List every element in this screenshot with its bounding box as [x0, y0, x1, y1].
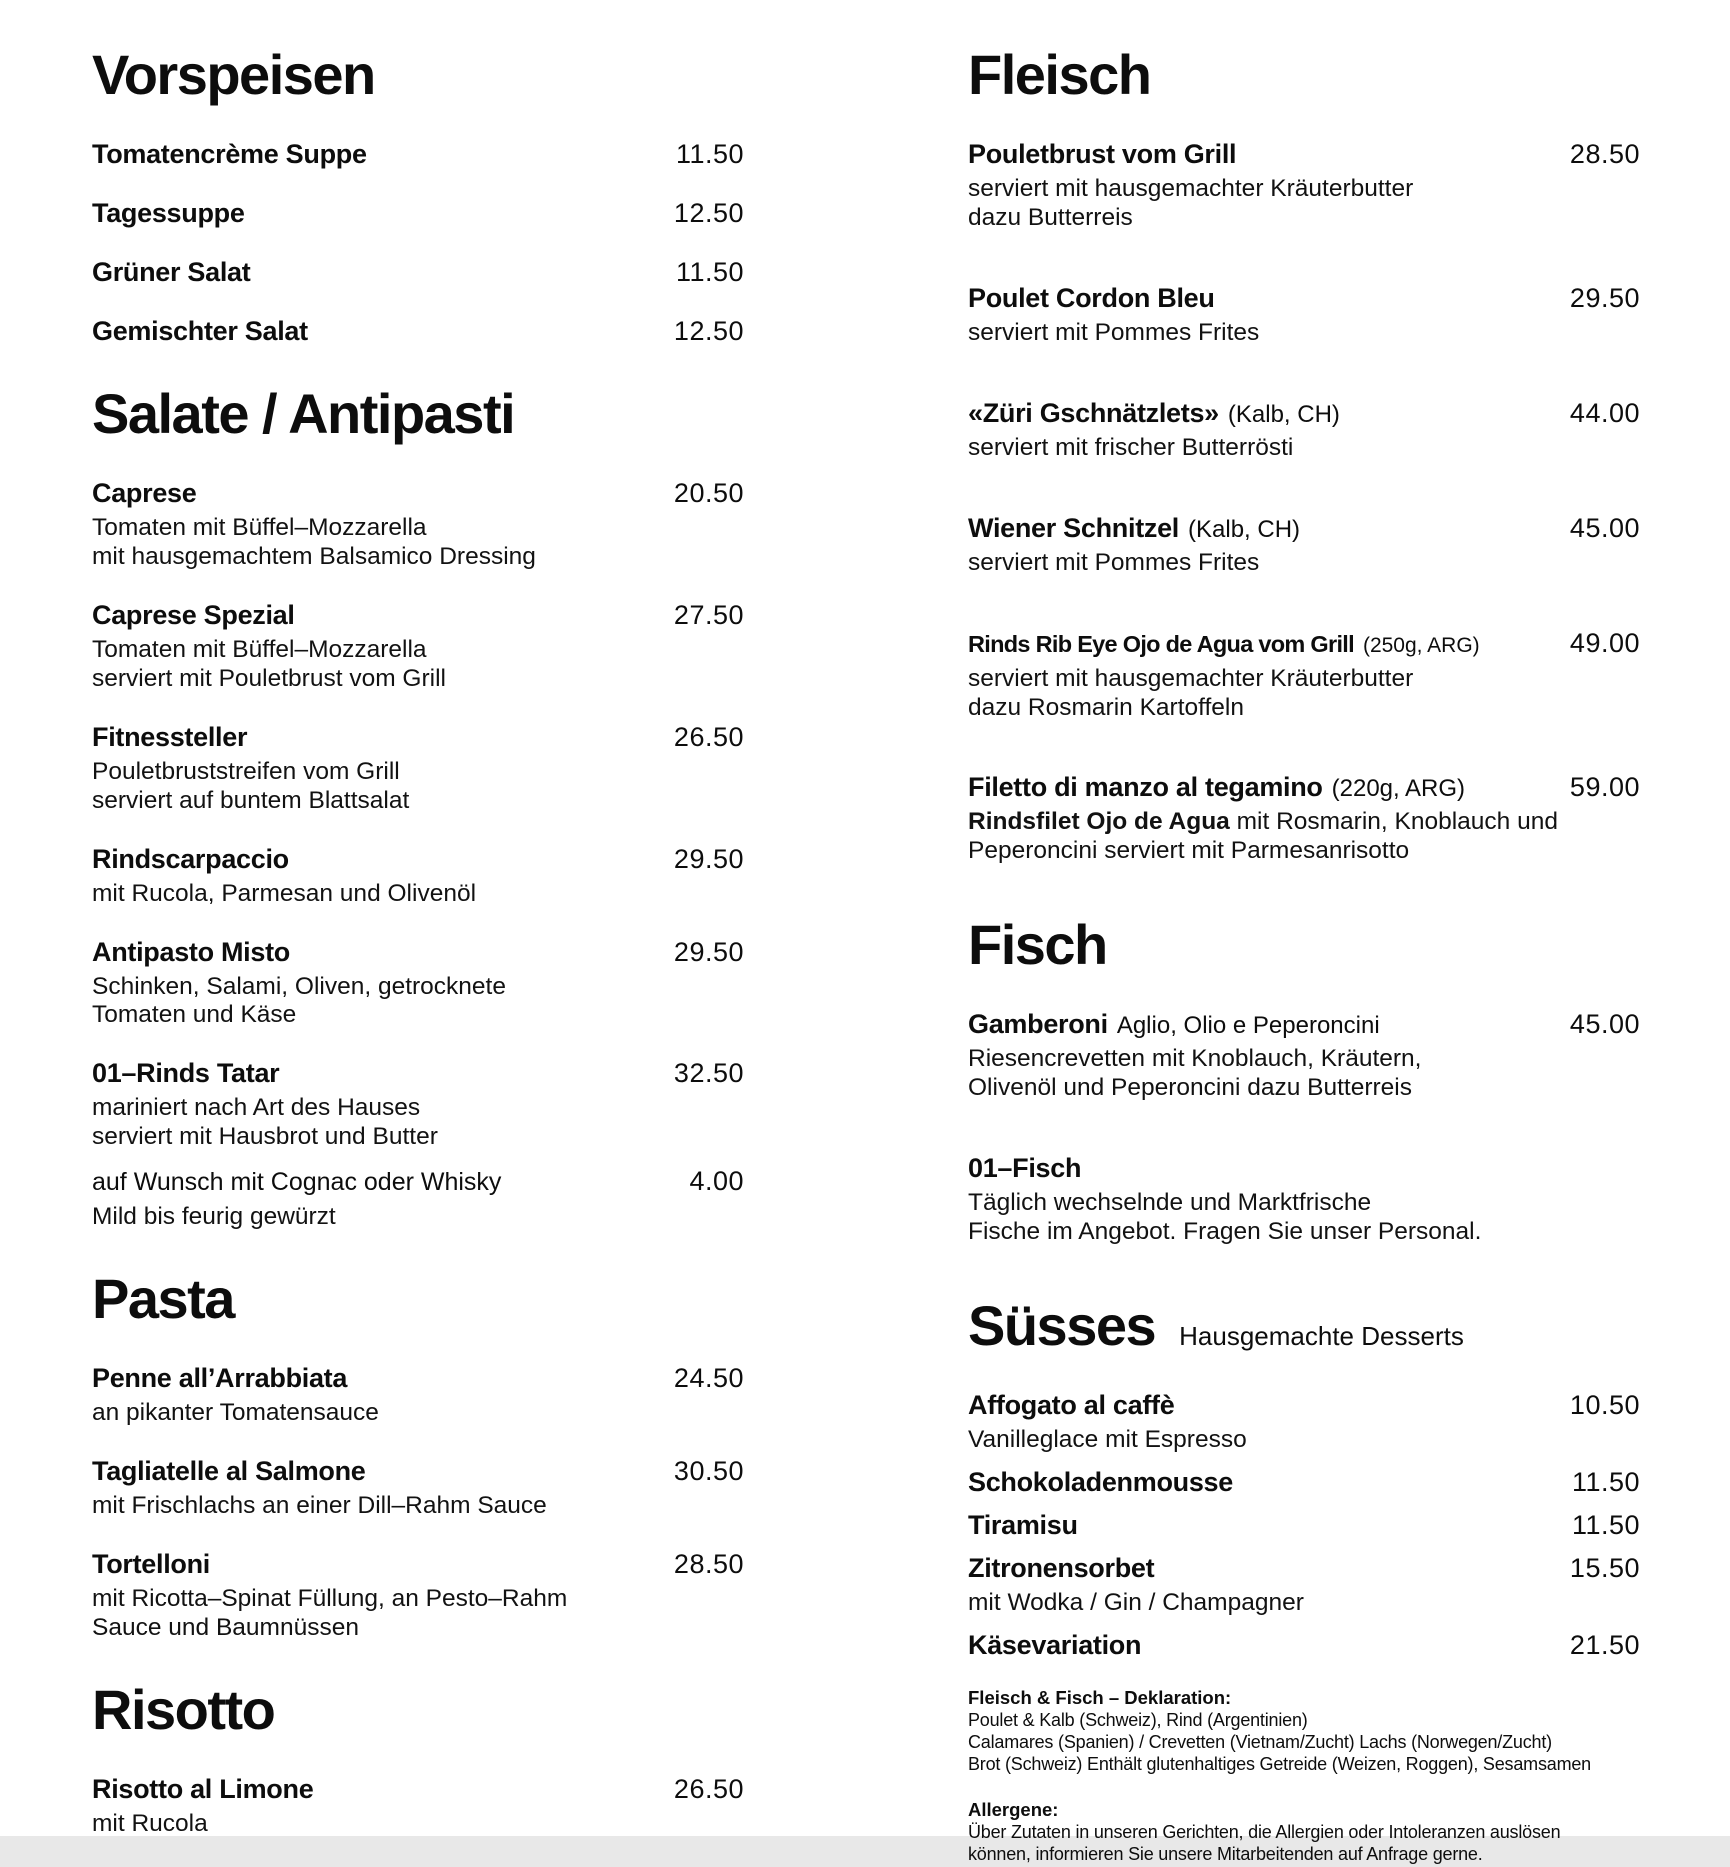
menu-item-head	[968, 139, 1640, 170]
menu-item-description-line: mit Rucola, Parmesan und Olivenöl	[92, 879, 477, 907]
menu-item-name: Gamberoni	[968, 1009, 1108, 1040]
menu-item-price: 11.50	[675, 139, 744, 170]
menu-item-description-line: Olivenöl und Peperoncini dazu Butterreis	[968, 1074, 1412, 1102]
menu-item-head	[92, 937, 744, 968]
menu-item-description-line: serviert mit frischer Butterrösti	[968, 433, 1294, 461]
menu-item-head	[968, 1630, 1640, 1661]
menu-item-description	[92, 1585, 744, 1643]
menu-item-description-line: Riesencrevetten mit Knoblauch, Kräutern,	[968, 1045, 1422, 1073]
menu-item-description	[968, 175, 1640, 233]
menu-item-description-line: Peperoncini serviert mit Parmesanrisotto	[968, 837, 1410, 865]
menu-item-head	[92, 722, 744, 753]
menu-item-head	[92, 316, 744, 347]
section-title-text: Salate / Antipasti	[92, 382, 515, 446]
menu-item	[92, 722, 744, 816]
menu-item	[968, 398, 1640, 463]
menu-item-price: 11.50	[1571, 1510, 1640, 1541]
menu-section	[968, 913, 1640, 1247]
menu-item-name: Schokoladenmousse	[968, 1467, 1233, 1498]
menu-item-description-line: dazu Butterreis	[968, 204, 1133, 232]
menu-item-name: Rindscarpaccio	[92, 843, 289, 874]
menu-item-price: 30.50	[673, 1456, 744, 1487]
menu-item-price: 20.50	[673, 478, 744, 509]
menu-item-head	[968, 398, 1640, 429]
menu-item	[968, 1153, 1640, 1247]
menu-item	[92, 257, 744, 288]
menu-item-name: 01–Rinds Tatar	[92, 1058, 280, 1089]
menu-item-name: «Züri Gschnätzlets»	[968, 397, 1219, 428]
footnote-line: Über Zutaten in unseren Gerichten, die Allergien oder Intoleranzen auslösen	[968, 1821, 1561, 1842]
section-title-text: Süsses	[968, 1294, 1156, 1357]
footnote-line: können, informieren Sie unsere Mitarbeitenden auf Anfrage gerne.	[968, 1843, 1483, 1864]
menu-item	[968, 628, 1640, 723]
menu-item-description-line: mit Frischlachs an einer Dill–Rahm Sauce	[92, 1492, 547, 1520]
menu-item-description	[92, 1203, 744, 1232]
menu-item-price: 45.00	[1569, 512, 1640, 543]
menu-item-description	[968, 1189, 1640, 1247]
menu-item-description-text: mit Rosmarin, Knoblauch und	[1229, 808, 1558, 836]
menu-item-name: Tomatencrème Suppe	[92, 139, 367, 170]
menu-item-description	[968, 1589, 1640, 1618]
menu-item-price: 12.50	[673, 316, 744, 347]
menu-item-head	[92, 257, 744, 288]
menu-item-detail: (250g, ARG)	[1362, 633, 1480, 657]
menu-item-description-line: dazu Rosmarin Kartoffeln	[968, 693, 1244, 721]
menu-item-price: 29.50	[673, 936, 744, 967]
menu-item-head	[968, 1390, 1640, 1421]
menu-item-name: Grüner Salat	[92, 257, 251, 288]
section-heading	[92, 1677, 744, 1741]
menu-item-description	[968, 549, 1640, 578]
menu-item-description	[92, 636, 744, 694]
menu-item-price: 44.00	[1569, 397, 1640, 428]
menu-item-description	[92, 973, 744, 1031]
menu-item-description-line: Vanilleglace mit Espresso	[968, 1426, 1247, 1454]
menu-item-description-line: Tomaten mit Büffel–Mozzarella	[92, 514, 427, 542]
menu-item-name: Caprese Spezial	[92, 600, 295, 631]
section-heading	[92, 43, 744, 106]
section-heading	[92, 1267, 744, 1331]
footnote-title: Allergene:	[968, 1798, 1059, 1820]
menu-item-price: 27.50	[673, 600, 744, 631]
footnote-line: Brot (Schweiz) Enthält glutenhaltiges Getreide (Weizen, Roggen), Sesamsamen	[968, 1753, 1591, 1774]
menu-item-description	[968, 1045, 1640, 1103]
menu-item	[92, 1363, 744, 1428]
menu-item-description-line: Schinken, Salami, Oliven, getrocknete	[92, 972, 506, 1000]
menu-item-description	[92, 758, 744, 816]
menu-item-description	[92, 1094, 744, 1152]
menu-item	[968, 1467, 1640, 1498]
menu-item-name: Pouletbrust vom Grill	[968, 139, 1237, 170]
menu-item-head	[92, 478, 744, 509]
footnote-line: Calamares (Spanien) / Crevetten (Vietnam/Zucht) Lachs (Norwegen/Zucht)	[968, 1731, 1552, 1752]
menu-item-description-line: serviert mit Hausbrot und Butter	[92, 1123, 438, 1151]
menu-item-price: 4.00	[689, 1166, 744, 1197]
menu-item-head	[92, 139, 744, 170]
menu-item-head	[92, 600, 744, 631]
menu-item-head	[968, 1553, 1640, 1584]
menu-item-price: 29.50	[673, 843, 744, 874]
menu-item-description-line: serviert auf buntem Blattsalat	[92, 786, 410, 814]
menu-item-description-line: serviert mit Pouletbrust vom Grill	[92, 664, 446, 692]
menu-item-head	[92, 1166, 744, 1198]
menu-item-head	[92, 1774, 744, 1805]
menu-item-description	[968, 319, 1640, 348]
menu-item-name: Tagliatelle al Salmone	[92, 1456, 366, 1487]
menu-item-description-line: Fische im Angebot. Fragen Sie unser Personal.	[968, 1218, 1482, 1246]
menu-item-description-line: Täglich wechselnde und Marktfrische	[968, 1189, 1372, 1217]
menu-item	[968, 1510, 1640, 1541]
menu-item-head	[92, 198, 744, 229]
menu-item-price: 11.50	[675, 257, 744, 288]
menu-column-right	[968, 43, 1640, 1865]
menu-item-price: 28.50	[673, 1549, 744, 1580]
menu-item-description-line: serviert mit hausgemachter Kräuterbutter	[968, 664, 1414, 692]
menu-item-head	[968, 1009, 1640, 1040]
menu-item-description-line: Pouletbruststreifen vom Grill	[92, 757, 400, 785]
menu-section	[968, 1294, 1640, 1661]
section-title-text: Vorspeisen	[92, 43, 375, 106]
menu-item-price: 49.00	[1569, 627, 1640, 658]
menu-item-description	[968, 1426, 1640, 1455]
menu-item	[968, 1390, 1640, 1455]
menu-item-name: Gemischter Salat	[92, 316, 308, 347]
menu-item	[968, 513, 1640, 578]
menu-item-description-line: serviert mit hausgemachter Kräuterbutter	[968, 175, 1414, 203]
menu-item-description-line	[968, 808, 1640, 837]
section-title-text: Fleisch	[968, 43, 1151, 106]
section-heading	[92, 382, 744, 446]
menu-item-description-line: Tomaten mit Büffel–Mozzarella	[92, 636, 427, 664]
menu-item	[92, 478, 744, 572]
menu-item-description	[968, 434, 1640, 463]
menu-item-price: 24.50	[673, 1363, 744, 1394]
menu-item-head	[968, 283, 1640, 314]
menu-item	[92, 316, 744, 347]
menu-item	[92, 1774, 744, 1839]
menu-item-description	[92, 1492, 744, 1521]
menu-item-head	[968, 1467, 1640, 1498]
menu-item-detail: Aglio, Olio e Peperoncini	[1116, 1012, 1380, 1040]
menu-section	[968, 43, 1640, 866]
menu-item-detail: (220g, ARG)	[1331, 775, 1466, 803]
menu-item-price: 32.50	[673, 1058, 744, 1089]
menu-item-price: 45.00	[1569, 1009, 1640, 1040]
section-title-text: Pasta	[92, 1267, 234, 1331]
menu-item-name: Käsevariation	[968, 1629, 1142, 1660]
menu-item	[968, 283, 1640, 348]
menu-section	[92, 382, 744, 1232]
menu-item-name: 01–Fisch	[968, 1153, 1082, 1184]
section-heading	[968, 43, 1640, 106]
menu-item-name: Caprese	[92, 478, 197, 509]
menu-item-name: Affogato al caffè	[968, 1390, 1175, 1421]
menu-item-name: Zitronensorbet	[968, 1553, 1155, 1584]
menu-item-description-line: mit hausgemachtem Balsamico Dressing	[92, 543, 536, 571]
footnote-line: Poulet & Kalb (Schweiz), Rind (Argentinien)	[968, 1709, 1308, 1730]
section-heading	[968, 913, 1640, 977]
menu-item-price: 21.50	[1569, 1629, 1640, 1660]
menu-item-price: 29.50	[1569, 282, 1640, 313]
menu-item-description-bold: Rindsfilet Ojo de Agua	[968, 808, 1230, 836]
menu-item	[968, 1009, 1640, 1103]
menu-item-name: Rinds Rib Eye Ojo de Agua vom Grill	[968, 630, 1354, 657]
menu-item-head	[968, 628, 1640, 660]
section-heading	[968, 1294, 1640, 1357]
menu-item-name: Tiramisu	[968, 1510, 1078, 1541]
footnote-title: Fleisch & Fisch – Deklaration:	[968, 1686, 1232, 1708]
menu-column-left	[92, 43, 744, 1867]
menu-item-description	[92, 514, 744, 572]
menu-item	[968, 1553, 1640, 1618]
section-subtitle: Hausgemachte Desserts	[1179, 1321, 1464, 1351]
menu-item-name: Wiener Schnitzel	[968, 512, 1180, 543]
menu-item-description-line: mariniert nach Art des Hauses	[92, 1094, 421, 1122]
menu-item-price: 10.50	[1569, 1390, 1640, 1421]
menu-item	[92, 139, 744, 170]
menu-footnotes	[968, 1687, 1640, 1865]
menu-item	[92, 1058, 744, 1152]
menu-item-name: Risotto al Limone	[92, 1773, 314, 1804]
menu-item-description-line: Sauce und Baumnüssen	[92, 1613, 359, 1641]
footnote	[968, 1687, 1640, 1775]
menu-item-head	[968, 1510, 1640, 1541]
menu-item-price: 15.50	[1569, 1553, 1640, 1584]
menu-item-description-line: serviert mit Pommes Frites	[968, 548, 1260, 576]
menu-item-description	[968, 665, 1640, 723]
menu-item-name: Tagessuppe	[92, 198, 245, 229]
menu-item-description	[92, 1399, 744, 1428]
menu-item-price: 11.50	[1571, 1467, 1640, 1498]
menu-item	[92, 1549, 744, 1643]
menu-item-head	[92, 1058, 744, 1089]
menu-item-price: 28.50	[1569, 139, 1640, 170]
menu-item	[968, 139, 1640, 233]
menu-item-description-line: Mild bis feurig gewürzt	[92, 1203, 336, 1231]
menu-item	[968, 772, 1640, 866]
menu-item	[92, 600, 744, 694]
menu-item-name: Filetto di manzo al tegamino	[968, 772, 1323, 803]
menu-item-price: 12.50	[673, 198, 744, 229]
menu-item-description	[92, 880, 744, 909]
menu-item-head	[968, 772, 1640, 803]
menu-item-name: Antipasto Misto	[92, 936, 290, 967]
menu-item-price: 59.00	[1569, 772, 1640, 803]
section-title-text: Fisch	[968, 913, 1107, 977]
menu-item-detail: (Kalb, CH)	[1227, 400, 1340, 428]
menu-section	[92, 1677, 744, 1839]
menu-item-head	[968, 513, 1640, 544]
footnote	[968, 1799, 1640, 1865]
menu-item-head	[92, 844, 744, 875]
section-title-text: Risotto	[92, 1677, 275, 1741]
menu-item	[968, 1630, 1640, 1661]
menu-item-description-line: mit Ricotta–Spinat Füllung, an Pesto–Rahm	[92, 1585, 568, 1613]
menu-item	[92, 1166, 744, 1232]
menu-item	[92, 1456, 744, 1521]
menu-item	[92, 937, 744, 1031]
menu-item-head	[92, 1456, 744, 1487]
menu-item-description	[92, 1810, 744, 1839]
menu-item-name: Tortelloni	[92, 1549, 210, 1580]
menu-item	[92, 198, 744, 229]
menu-item-description-line: Tomaten und Käse	[92, 1001, 297, 1029]
menu-item-description	[968, 808, 1640, 866]
menu-item-description-line: mit Wodka / Gin / Champagner	[968, 1589, 1304, 1617]
menu-item-head	[968, 1153, 1640, 1184]
menu-item-name: Poulet Cordon Bleu	[968, 282, 1215, 313]
menu-section	[92, 1267, 744, 1643]
menu-item-description-line: mit Rucola	[92, 1809, 208, 1837]
menu-item	[92, 844, 744, 909]
menu-item-description-line: serviert mit Pommes Frites	[968, 318, 1260, 346]
menu-item-description-line: an pikanter Tomatensauce	[92, 1399, 379, 1427]
menu-item-detail: (Kalb, CH)	[1188, 515, 1301, 543]
menu-item-head	[92, 1363, 744, 1394]
menu-item-name: Penne all’Arrabbiata	[92, 1363, 348, 1394]
menu-item-name: auf Wunsch mit Cognac oder Whisky	[92, 1168, 502, 1197]
menu-item-price: 26.50	[673, 1773, 744, 1804]
menu-section	[92, 43, 744, 347]
menu-item-price: 26.50	[673, 721, 744, 752]
menu-item-head	[92, 1549, 744, 1580]
menu-item-name: Fitnessteller	[92, 721, 248, 752]
